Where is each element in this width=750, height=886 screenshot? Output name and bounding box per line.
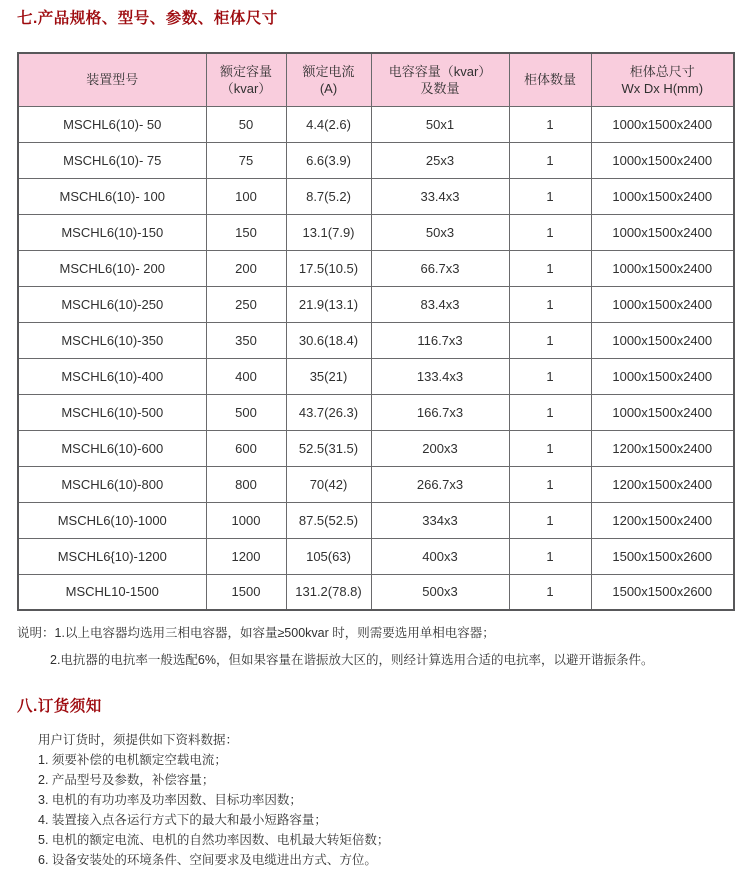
spec-table	[17, 52, 735, 611]
table-cell: MSCHL6(10)-500	[18, 394, 206, 430]
table-cell: 133.4x3	[371, 358, 509, 394]
table-cell: 1000	[206, 502, 286, 538]
table-row	[18, 214, 734, 250]
table-cell: 1	[509, 502, 591, 538]
table-row	[18, 142, 734, 178]
ordering-item: 5. 电机的额定电流、电机的自然功率因数、电机最大转矩倍数；	[38, 833, 390, 847]
table-cell: 52.5(31.5)	[286, 430, 371, 466]
table-cell: 1000x1500x2400	[591, 178, 734, 214]
table-cell: 1	[509, 106, 591, 142]
ordering-item: 6. 设备安装处的环境条件、空间要求及电缆进出方式、方位。	[38, 853, 377, 867]
notes-block	[17, 620, 733, 674]
ordering-item: 1. 须要补偿的电机额定空载电流；	[38, 753, 227, 767]
table-cell: 1000x1500x2400	[591, 286, 734, 322]
header-row	[18, 53, 734, 106]
table-cell: 600	[206, 430, 286, 466]
table-row	[18, 394, 734, 430]
table-cell: 800	[206, 466, 286, 502]
table-cell: 1	[509, 394, 591, 430]
table-cell: MSCHL6{10)-1200	[18, 538, 206, 574]
note-line-2: 2.电抗器的电抗率一般选配6%，但如果容量在谐振放大区的，则经计算选用合适的电抗率，以避开谐振条件。	[50, 653, 654, 667]
table-cell: 6.6(3.9)	[286, 142, 371, 178]
table-row	[18, 466, 734, 502]
table-cell: 250	[206, 286, 286, 322]
spec-table-body	[18, 106, 734, 610]
table-cell: 1000x1500x2400	[591, 322, 734, 358]
table-cell: 500	[206, 394, 286, 430]
section8-title: 八.订货须知	[17, 698, 102, 715]
table-cell: 1000x1500x2400	[591, 250, 734, 286]
table-cell: 70(42)	[286, 466, 371, 502]
table-cell: 50x3	[371, 214, 509, 250]
table-cell: MSCHL6(10)- 200	[18, 250, 206, 286]
table-cell: 350	[206, 322, 286, 358]
table-cell: 500x3	[371, 574, 509, 610]
table-cell: 25x3	[371, 142, 509, 178]
table-cell: 1	[509, 214, 591, 250]
ordering-section	[38, 730, 733, 870]
table-cell: 1	[509, 538, 591, 574]
column-header-4: 柜体数量	[509, 53, 591, 106]
table-cell: MSCHL10-1500	[18, 574, 206, 610]
table-cell: 43.7(26.3)	[286, 394, 371, 430]
table-cell: 50x1	[371, 106, 509, 142]
note-1-text: 1.以上电容器均选用三相电容器，如容量≥500kvar 时，则需要选用单相电容器；	[54, 626, 495, 640]
table-cell: 105(63)	[286, 538, 371, 574]
table-cell: 21.9(13.1)	[286, 286, 371, 322]
table-cell: 83.4x3	[371, 286, 509, 322]
notes-label: 说明：	[17, 626, 55, 640]
table-cell: 1	[509, 430, 591, 466]
column-header-3: 电容容量（kvar） 及数量	[371, 53, 509, 106]
table-row	[18, 286, 734, 322]
column-header-1: 额定容量 （kvar）	[206, 53, 286, 106]
table-row	[18, 358, 734, 394]
table-cell: 75	[206, 142, 286, 178]
table-cell: 87.5(52.5)	[286, 502, 371, 538]
section7-title: 七.产品规格、型号、参数、柜体尺寸	[17, 10, 278, 27]
table-cell: 13.1(7.9)	[286, 214, 371, 250]
table-row	[18, 106, 734, 142]
table-cell: 1	[509, 178, 591, 214]
table-cell: 1	[509, 466, 591, 502]
ordering-list	[38, 750, 733, 870]
column-header-0: 装置型号	[18, 53, 206, 106]
spec-table-head	[18, 53, 734, 106]
table-cell: 4.4(2.6)	[286, 106, 371, 142]
ordering-intro: 用户订货时，须提供如下资料数据：	[38, 733, 239, 747]
table-row	[18, 538, 734, 574]
table-cell: 8.7(5.2)	[286, 178, 371, 214]
table-cell: 266.7x3	[371, 466, 509, 502]
ordering-item: 4. 装置接入点各运行方式下的最大和最小短路容量；	[38, 813, 327, 827]
table-cell: 1000x1500x2400	[591, 394, 734, 430]
table-cell: MSCHL6(10)-1000	[18, 502, 206, 538]
table-cell: 1	[509, 250, 591, 286]
table-cell: MSCHL6(10)-150	[18, 214, 206, 250]
column-header-2: 额定电流 (A)	[286, 53, 371, 106]
table-cell: 1	[509, 358, 591, 394]
table-row	[18, 574, 734, 610]
table-cell: 100	[206, 178, 286, 214]
table-cell: 150	[206, 214, 286, 250]
table-cell: 30.6(18.4)	[286, 322, 371, 358]
table-row	[18, 178, 734, 214]
table-cell: 1500x1500x2600	[591, 538, 734, 574]
table-cell: 1200x1500x2400	[591, 502, 734, 538]
table-row	[18, 430, 734, 466]
table-cell: MSCHL6(10)- 50	[18, 106, 206, 142]
table-cell: 1	[509, 142, 591, 178]
table-cell: 66.7x3	[371, 250, 509, 286]
table-cell: 334x3	[371, 502, 509, 538]
table-cell: 35(21)	[286, 358, 371, 394]
table-cell: 1000x1500x2400	[591, 214, 734, 250]
table-cell: 1200	[206, 538, 286, 574]
table-cell: MSCHL6(10)-800	[18, 466, 206, 502]
table-cell: 1	[509, 286, 591, 322]
table-cell: 200x3	[371, 430, 509, 466]
table-row	[18, 502, 734, 538]
table-cell: 33.4x3	[371, 178, 509, 214]
table-cell: MSCHL6(10)- 100	[18, 178, 206, 214]
table-cell: 400	[206, 358, 286, 394]
column-header-5: 柜体总尺寸 Wx Dx H(mm)	[591, 53, 734, 106]
table-cell: 166.7x3	[371, 394, 509, 430]
table-cell: 200	[206, 250, 286, 286]
table-row	[18, 322, 734, 358]
table-cell: 1000x1500x2400	[591, 142, 734, 178]
table-cell: 1	[509, 322, 591, 358]
table-cell: 1200x1500x2400	[591, 430, 734, 466]
table-cell: 17.5(10.5)	[286, 250, 371, 286]
ordering-item: 2. 产品型号及参数，补偿容量；	[38, 773, 215, 787]
table-cell: 116.7x3	[371, 322, 509, 358]
table-cell: MSCHL6(10)-350	[18, 322, 206, 358]
table-row	[18, 250, 734, 286]
table-cell: 1500	[206, 574, 286, 610]
table-cell: 400x3	[371, 538, 509, 574]
table-cell: MSCHL6(10)- 75	[18, 142, 206, 178]
note-line-1	[17, 620, 733, 647]
table-cell: 1200x1500x2400	[591, 466, 734, 502]
table-cell: MSCHL6(10)-400	[18, 358, 206, 394]
table-cell: 1500x1500x2600	[591, 574, 734, 610]
table-cell: 1	[509, 574, 591, 610]
table-cell: MSCHL6(10)-600	[18, 430, 206, 466]
ordering-item: 3. 电机的有功功率及功率因数、目标功率因数；	[38, 793, 302, 807]
table-cell: 1000x1500x2400	[591, 106, 734, 142]
table-cell: 1000x1500x2400	[591, 358, 734, 394]
table-cell: MSCHL6(10)-250	[18, 286, 206, 322]
table-cell: 50	[206, 106, 286, 142]
table-cell: 131.2(78.8)	[286, 574, 371, 610]
